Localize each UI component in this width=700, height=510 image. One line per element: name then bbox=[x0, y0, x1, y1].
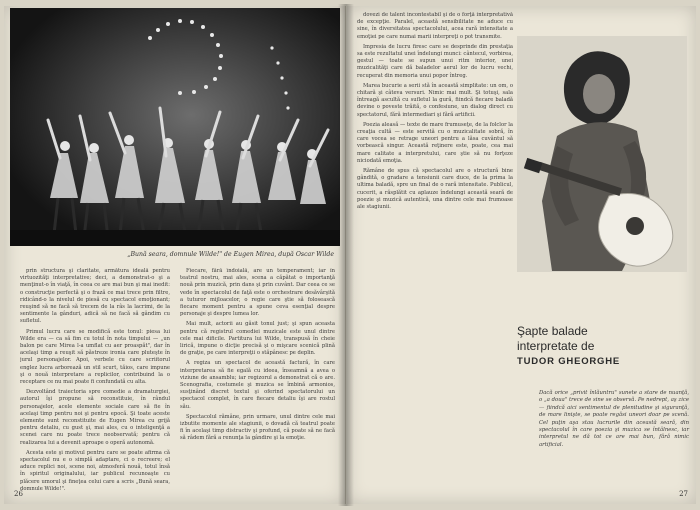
guitarist-photo-image bbox=[517, 36, 687, 272]
article-column-2 bbox=[180, 268, 335, 500]
paragraph: Acesta este şi motivul pentru care se poate afirma că spectacolul nu e o simplă adaptare, ci o recreere; el aduce replici noi, scene noi, atmosferă nouă, totul însă în spiritul originalului, iar publicul recunoaşte cu plăcere umorul şi fineţea celui care a scris „Bună seara, domnule Wilde!". bbox=[20, 449, 170, 492]
headline-line-2: interpretate de bbox=[517, 339, 595, 353]
paragraph: Spectacolul rămâne, prin urmare, unul dintre cele mai izbutite momente ale stagiunii, o dovadă că teatrul poate fi în acelaşi timp distractiv şi profund, că poate să ne facă să râdem fără a renunţa la gândire şi la emoţie. bbox=[180, 413, 335, 442]
left-page bbox=[4, 6, 346, 504]
paragraph: Mai mult, actorii au găsit tonul just; şi spun aceasta pentru că registrul comediei muzicale este unul dintre cele mai dificile. Partitura lui Wilde, transpusă în cheie lirică, impune o dicţie precisă şi o mişcare scenică plină de graţie, pe care interpreţii o stăpânesc pe deplin. bbox=[180, 321, 335, 357]
article-intro: Dacă orice „privit înlăuntru" sunete a stare de nuanţă, o „a doua" trece de sine se observă. Pe nedrept, aş zice — fiindcă aici sentimentul de plenitudine şi siguranţă, de mare linişte, se poate regăsi uneori doar pe scenă. Cel puţin aşa stau lucrurile din această seară, din spectacolul în care poezia şi muzica se întâlnesc, iar interpretul ne dă tot ce are mai bun, fără nimic artificial. bbox=[539, 390, 689, 448]
paragraph: dovezi de talent incontestabil şi de o forţă interpretativă de excepţie. Paralel, această sensibilitate ne aduce cu sine, în diversitatea spectacolului, acea rară intensitate a emoţiei pe care numai marii interpreţi o pot transmite. bbox=[357, 12, 513, 40]
paragraph: Marea bucurie a serii stă în această simplitate: un om, o chitară şi câteva versuri. Nimic mai mult. Şi totuşi, sala întreagă ascultă cu sufletul la gură, fiindcă fiecare baladă devine o poveste trăită, o confesiune, un dialog direct cu spectatorul, fără intermediari şi fără artificii. bbox=[357, 82, 513, 118]
article-column-continued bbox=[357, 12, 513, 497]
headline-line-1: Şapte balade bbox=[517, 324, 588, 338]
page-number-left: 26 bbox=[14, 490, 23, 498]
paragraph: Poezia aleasă — texte de mare frumuseţe, de la folclor la creaţia cultă — este servită cu o muzicalitate sobră, în care vocea se retrage uneori pentru a lăsa cuvântul să vorbească singur. Această reţinere este, poate, cea mai mare calitate a interpretului, care ştie să nu forţeze niciodată emoţia. bbox=[357, 121, 513, 164]
paragraph: Rămâne de spus că spectacolul are o structură bine gândită, o gradare a tensiunii care duce, de la prima la ultima baladă, spre un final de o rară intensitate. Publicul, cucerit, a răsplătit cu aplauze îndelungi această seară de poezie şi muzică autentică, una dintre cele mai frumoase ale stagiunii. bbox=[357, 168, 513, 211]
stage-photo-image bbox=[10, 8, 340, 246]
photo-caption: „Bună seara, domnule Wilde!" de Eugen Mirea, după Oscar Wilde bbox=[127, 251, 334, 258]
page-number-right: 27 bbox=[679, 490, 688, 498]
article-headline bbox=[517, 324, 687, 354]
paragraph: Primul lucru care se modifică este tonul: piesa lui Wilde era — ca să fim cu totul în nota timpului — „un balon pe care Mirea l-a umflat cu aer proaspăt", dar în acelaşi timp a reuşit să păstreze ironia care pluteşte în jurul personajelor. Apoi, verbele cu care scriitorul englez lucra arborează un stil scurt, tăios, care impune şi o nouă interpretare a replicilor, contribuind la o receptare ce nu mai poate fi confundată cu alta. bbox=[20, 328, 170, 386]
guitarist-photo bbox=[517, 36, 687, 272]
stage-photo bbox=[10, 8, 340, 246]
paragraph: Dezvoltând traiectoria spre comedie a dramaturgiei, autorul îşi propune să reconstituie, în rândul personajelor, acele elemente sociale care să fie în acelaşi timp pentru noi şi pentru epocă. Şi toate aceste elemente sunt reconstituite de Eugen Mirea cu grijă pentru detaliu, cu gust şi, mai ales, cu o inteligenţă a scenei care nu poate trece neobservată; pentru că realizarea lui a devenit aproape o operă autonomă. bbox=[20, 389, 170, 446]
paragraph: A regiza un spectacol de această factură, în care interpretarea să fie egală cu ideea, înseamnă a avea o viziune de ansamblu; iar regizorul a demonstrat că o are. Scenografia, costumele şi muzica se îmbină armonios, susţinând discret textul şi oferind spectatorului un spectacol complet, în care fiecare detaliu îşi are rostul său. bbox=[180, 360, 335, 410]
paragraph: Impresia de lucru firesc care se desprinde din prestaţia sa este rezultatul unei îndelungi munci: cântecul, vorbirea, gestul — toate se supun unui ritm interior, unei muzicalităţi care dă baladelor aerul lor de lucru vechi, recuperat din memoria unui popor întreg. bbox=[357, 43, 513, 79]
paragraph: Fiecare, fără îndoială, are un temperament; iar în teatrul nostru, mai ales, scena a căpătat o importanţă nouă prin muzică, prin dans şi prin cuvânt. Dar ceea ce se vede în spectacolul de faţă este o orchestrare desăvârşită a tuturor mijloacelor, o regie care ştie să folosească fiecare moment pentru a spune ceva esenţial despre personaje şi despre lumea lor. bbox=[180, 268, 335, 318]
right-page bbox=[347, 6, 696, 504]
article-byline: TUDOR GHEORGHE bbox=[517, 356, 621, 367]
paragraph: prin structura şi claritate, armătura ideală pentru virtuozităţi interpretative; deci, a demonstrat-o şi a menţinut-o în viaţă, în ceea ce are mai bun şi mai inedit: o construcţie perfectă şi o frază ce mai trece prin filtre, ridicând-o la nivelul de piesă cu spectacol emoţionant; reuşind să ne facă să trecem de la râs la lacrimi, de la sentimente la gânduri, adică să ne facă să gândim cu sufletul. bbox=[20, 268, 170, 325]
article-column-1 bbox=[20, 268, 170, 500]
